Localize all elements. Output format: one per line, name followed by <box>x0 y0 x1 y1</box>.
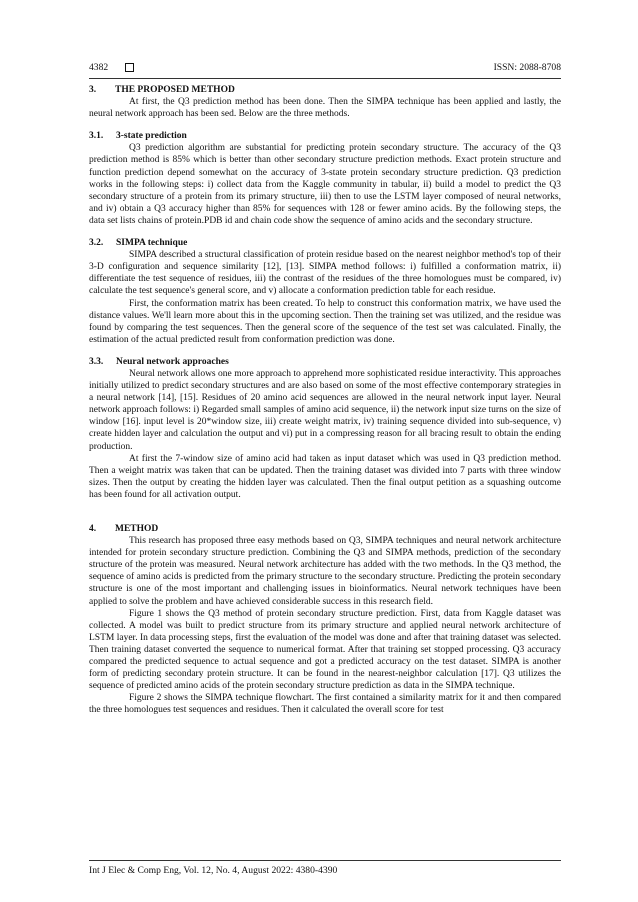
article-body <box>89 84 561 717</box>
section-heading-3 <box>89 84 561 96</box>
header-divider <box>89 78 561 79</box>
paragraph: Figure 2 shows the SIMPA technique flowchart. The first contained a similarity matrix for it and then compared the three homologues test sequences and residues. Then it calculated the overall score for test <box>89 693 561 716</box>
square-bullet-icon <box>125 63 134 72</box>
subsection-number: 3.2. <box>89 238 104 249</box>
page-number: 4382 <box>89 62 109 73</box>
section-heading-4 <box>89 523 561 535</box>
footer-divider <box>89 860 561 861</box>
paragraph: SIMPA described a structural classification of protein residue based on the nearest neighbor method's top of their 3-D configuration and sequence similarity [12], [13]. SIMPA method follows: i) fulfilled a conformation matrix, ii) differentiate the test sequence of residues, iii) the contrast of the residues of the three homologues must be compared, iv) calculate the test sequence's general score, and v) allocate a conformation prediction table for each residue. <box>89 250 561 297</box>
subsection-title: SIMPA technique <box>116 238 188 249</box>
section-title: THE PROPOSED METHOD <box>115 85 235 95</box>
subsection-heading-3-1 <box>89 130 561 142</box>
issn-label: ISSN: 2088-8708 <box>493 62 561 73</box>
paragraph: This research has proposed three easy methods based on Q3, SIMPA techniques and neural network architecture intended for protein secondary structure prediction. Combining the Q3 and SIMPA methods, prediction of the secondary structure of the protein was measured. Neural network architecture has added with the two methods. In the Q3 method, the sequence of amino acids is predicted from the primary structure to the secondary structure. Predicting the protein secondary structure is one of the most important and challenging issues in bioinformatics. Neural network techniques have been applied to solve the problem and have achieved considerable success in this research field. <box>89 536 561 607</box>
subsection-title: 3-state prediction <box>116 131 187 142</box>
paragraph: First, the conformation matrix has been created. To help to construct this conformation matrix, we have used the distance values. We'll learn more about this in the upcoming section. Then the training set was utilized, and the residue was found by comparing the test sequences. Then the general score of the sequence of the test set was calculated. Finally, the estimation of the actual predicted result from conformation prediction was done. <box>89 298 561 345</box>
subsection-number: 3.1. <box>89 131 104 142</box>
paragraph: Q3 prediction algorithm are substantial for predicting protein secondary structure. The accuracy of the Q3 prediction method is 85% which is better than other secondary structure prediction methods. Exact protein structure and function prediction depend somewhat on the accuracy of 3-state protein secondary structure prediction. Q3 prediction works in the following steps: i) collect data from the Kaggle community in tabular, ii) build a model to predict the Q3 secondary structure of a protein from its primary structure, iii) then to use the LSTM layer composed of neural networks, and iv) obtain a Q3 accuracy higher than 85% for sequences with 128 or fewer amino acids. By the following steps, the data set lists chains of protein.PDB id and chain code show the sequence of amino acids and the secondary structure. <box>89 143 561 226</box>
paragraph: At first, the Q3 prediction method has been done. Then the SIMPA technique has been applied and lastly, the neural network approach has been sed. Below are the three methods. <box>89 97 561 120</box>
journal-citation: Int J Elec & Comp Eng, Vol. 12, No. 4, August 2022: 4380-4390 <box>89 865 338 876</box>
section-title: METHOD <box>115 524 159 534</box>
section-number: 3. <box>89 85 97 95</box>
paragraph: At first the 7-window size of amino acid had taken as input dataset which was used in Q3 prediction method. Then a weight matrix was taken that can be updated. Then the training dataset was divided into 7 parts with three window sizes. Then the output by creating the hidden layer was calculated. Then the final output petition as a squashing outcome has been found for all activation output. <box>89 453 561 500</box>
subsection-title: Neural network approaches <box>116 356 229 367</box>
paragraph: Figure 1 shows the Q3 method of protein secondary structure prediction. First, data from Kaggle dataset was collected. A model was built to predict structure from its primary structure and applied neural network architecture of LSTM layer. In data processing steps, first the evaluation of the model was done and after that training dataset was selected. Then training dataset converted the sequence to numerical format. After that training set stopped processing. Q3 accuracy compared the predicted sequence to actual sequence and got a predicted accuracy on the test dataset. SIMPA is another form of predicting secondary protein structure. It can be found in the nearest-neighbor calculation [17]. Q3 utilizes the sequence of predicted amino acids of the protein secondary structure prediction as data in the SIMPA technique. <box>89 608 561 692</box>
section-number: 4. <box>89 524 97 534</box>
subsection-heading-3-2 <box>89 237 561 249</box>
subsection-heading-3-3 <box>89 356 561 368</box>
paragraph: Neural network allows one more approach to apprehend more sophisticated residue interactivity. This approaches initially utilized to predict secondary structures and are also based on some of the most effective contemporary strategies in a neural network [14], [15]. Residues of 20 amino acid sequences are allowed in the neural network input layer. Neural network approach follows: i) Regarded small samples of amino acid sequence, ii) the network input size turns on the size of window [16]. input level is 20*window size, iii) create weight matrix, iv) training sequence divided into sub-sequence, v) create hidden layer and calculation the output and vi) put in a compressing reason for all bracing result to obtain the ending production. <box>89 368 561 452</box>
running-header <box>89 60 561 76</box>
subsection-number: 3.3. <box>89 356 104 367</box>
